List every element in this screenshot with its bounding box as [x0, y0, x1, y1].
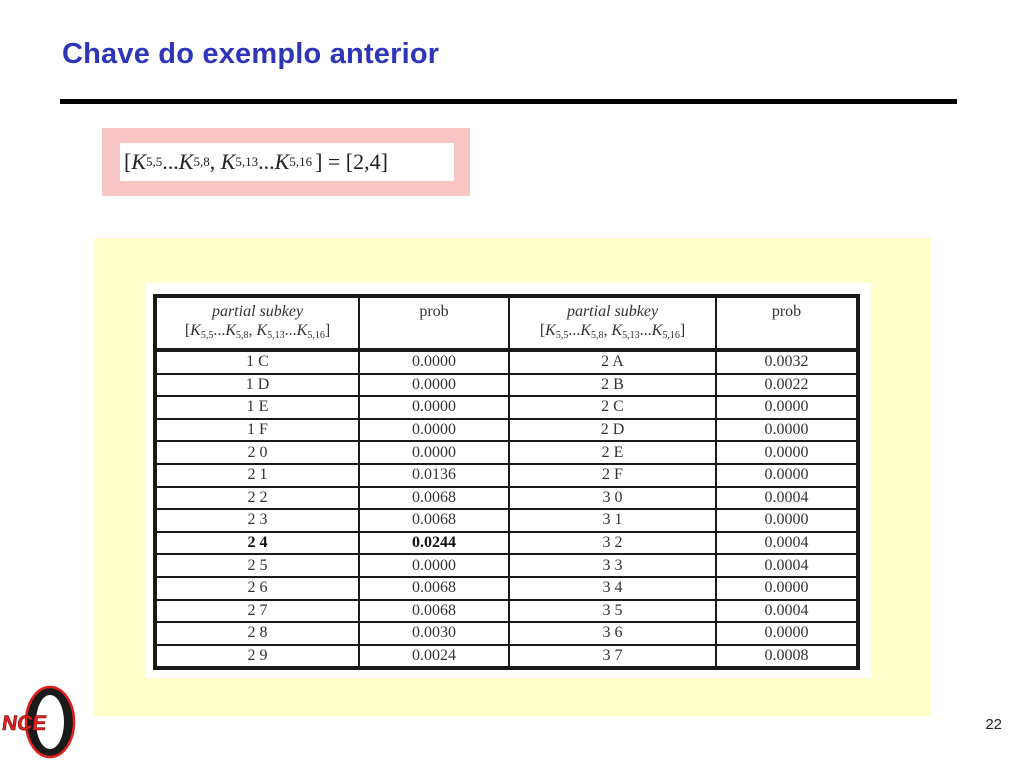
prob-cell: 0.0000: [716, 441, 858, 464]
key-open: [: [124, 149, 132, 174]
prob-cell: 0.0068: [359, 577, 509, 600]
subkey-cell: 1 C: [155, 350, 359, 374]
prob-cell: 0.0000: [716, 577, 858, 600]
header-prob-left: prob: [359, 296, 509, 350]
key-comma: ,: [209, 149, 221, 174]
subkey-cell: 1 D: [155, 374, 359, 397]
subkey-cell: 2 F: [509, 464, 716, 487]
subkey-cell: 2 A: [509, 350, 716, 374]
prob-cell: 0.0244: [359, 532, 509, 555]
prob-cell: 0.0008: [716, 645, 858, 669]
table-row: [155, 464, 858, 487]
header-right-subscript: [$K_{5,5}...K_{5,8}$, $K_{5,13}...K_{5,16}$]: [539, 322, 686, 341]
header-left-subscript: [$K_{5,5}...K_{5,8}$, $K_{5,13}...K_{5,16}$]: [184, 322, 331, 341]
header-partial-subkey-right: [509, 296, 716, 350]
prob-cell: 0.0022: [716, 374, 858, 397]
table-row: [155, 509, 858, 532]
subkey-cell: 2 9: [155, 645, 359, 669]
subkey-cell: 3 7: [509, 645, 716, 669]
key-close: ] = [2,4]: [315, 149, 388, 174]
subkey-cell: 2 C: [509, 396, 716, 419]
header-left-label: partial subkey: [211, 303, 304, 320]
subkey-cell: 2 E: [509, 441, 716, 464]
page-number: 22: [985, 716, 1002, 733]
slide-title: Chave do exemplo anterior: [62, 38, 440, 70]
table-row: [155, 532, 858, 555]
key-k4: K: [274, 149, 290, 174]
subkey-cell: 2 B: [509, 374, 716, 397]
subkey-cell: 2 5: [155, 554, 359, 577]
key-k3: K: [220, 149, 236, 174]
prob-cell: 0.0004: [716, 554, 858, 577]
prob-cell: 0.0000: [716, 509, 858, 532]
table-row: [155, 600, 858, 623]
subkey-probability-table: [153, 294, 860, 670]
prob-cell: 0.0068: [359, 487, 509, 510]
key-k1: K: [131, 149, 147, 174]
prob-cell: 0.0000: [359, 396, 509, 419]
table-row: [155, 645, 858, 669]
subkey-cell: 2 6: [155, 577, 359, 600]
key-dots2: ...: [258, 149, 275, 174]
prob-cell: 0.0004: [716, 600, 858, 623]
prob-cell: 0.0004: [716, 487, 858, 510]
subkey-cell: 3 0: [509, 487, 716, 510]
prob-cell: 0.0068: [359, 600, 509, 623]
header-partial-subkey-left: [155, 296, 359, 350]
subkey-cell: 2 2: [155, 487, 359, 510]
subkey-cell: 2 4: [155, 532, 359, 555]
header-right-label: partial subkey: [566, 303, 659, 320]
header-prob-right: prob: [716, 296, 858, 350]
key-formula: [ K 5,5 ... K 5,8 , K 5,13 ... K 5,16 ] = [2,4]: [120, 143, 454, 181]
subkey-cell: 3 4: [509, 577, 716, 600]
table-body: [155, 350, 858, 668]
prob-cell: 0.0000: [716, 464, 858, 487]
table-row: [155, 350, 858, 374]
subkey-cell: 2 D: [509, 419, 716, 442]
prob-cell: 0.0004: [716, 532, 858, 555]
subkey-cell: 3 5: [509, 600, 716, 623]
nce-logo-icon: [0, 682, 78, 762]
table-row: [155, 419, 858, 442]
table-row: [155, 554, 858, 577]
subkey-cell: 2 3: [155, 509, 359, 532]
prob-cell: 0.0000: [359, 554, 509, 577]
table-header-row: [155, 296, 858, 350]
prob-cell: 0.0000: [359, 441, 509, 464]
prob-cell: 0.0000: [716, 419, 858, 442]
prob-cell: 0.0000: [359, 374, 509, 397]
subkey-cell: 3 6: [509, 622, 716, 645]
table-row: [155, 622, 858, 645]
logo-text: NCE: [0, 712, 49, 735]
subkey-cell: 3 1: [509, 509, 716, 532]
prob-cell: 0.0068: [359, 509, 509, 532]
key-k2: K: [178, 149, 194, 174]
table-row: [155, 441, 858, 464]
table-row: [155, 577, 858, 600]
table-row: [155, 374, 858, 397]
table-row: [155, 396, 858, 419]
subkey-cell: 1 F: [155, 419, 359, 442]
subkey-cell: 3 3: [509, 554, 716, 577]
subkey-cell: 2 1: [155, 464, 359, 487]
table-row: [155, 487, 858, 510]
subkey-cell: 3 2: [509, 532, 716, 555]
subkey-cell: 2 8: [155, 622, 359, 645]
prob-cell: 0.0030: [359, 622, 509, 645]
prob-cell: 0.0000: [716, 396, 858, 419]
prob-cell: 0.0000: [359, 419, 509, 442]
prob-cell: 0.0000: [716, 622, 858, 645]
subkey-cell: 1 E: [155, 396, 359, 419]
key-dots1: ...: [162, 149, 179, 174]
prob-cell: 0.0024: [359, 645, 509, 669]
subkey-cell: 2 7: [155, 600, 359, 623]
prob-cell: 0.0136: [359, 464, 509, 487]
prob-cell: 0.0000: [359, 350, 509, 374]
prob-cell: 0.0032: [716, 350, 858, 374]
subkey-cell: 2 0: [155, 441, 359, 464]
title-divider: [60, 99, 957, 104]
